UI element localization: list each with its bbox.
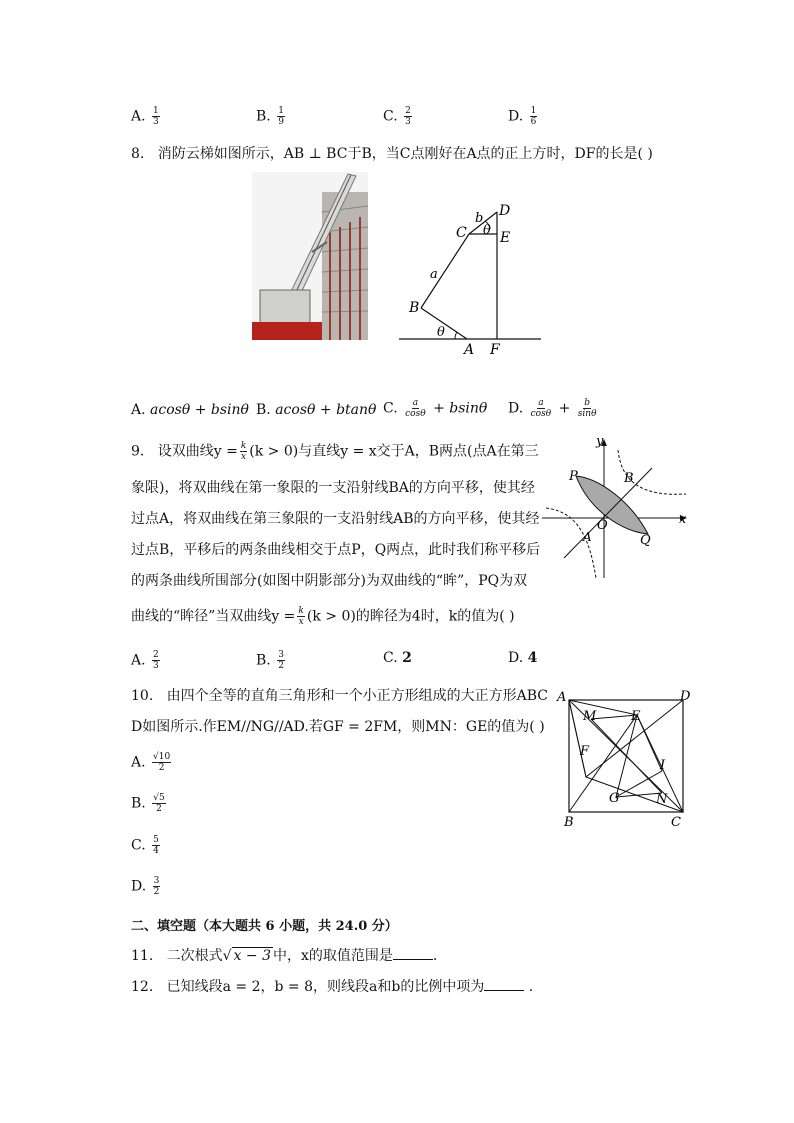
q8-stem xyxy=(131,146,653,162)
q10-option-a-fraction xyxy=(152,752,171,773)
label-d: D xyxy=(499,203,511,219)
label-m: M xyxy=(583,709,597,724)
q7-option-b-fraction xyxy=(277,106,285,127)
q9-line-2: 象限)，将双曲线在第一象限的一支沿射线BA的方向平移，使其经 xyxy=(131,480,535,496)
frac-den: 6 xyxy=(530,117,537,127)
label-e: E xyxy=(500,230,511,246)
q8-option-c xyxy=(383,398,487,419)
q10-option-a-letter: A. xyxy=(131,754,146,771)
label-e: E xyxy=(631,709,641,724)
q7-option-a-letter: A. xyxy=(131,108,146,125)
q10-option-b-fraction xyxy=(152,793,165,814)
q10-option-c xyxy=(131,835,162,856)
fire-ladder-photo-image xyxy=(252,172,368,340)
frac-num: 2 xyxy=(153,650,159,660)
q9-option-a-letter: A. xyxy=(131,652,146,669)
q9-line6-a: 曲线的“眸径”当双曲线y = xyxy=(131,608,296,625)
q8-option-a xyxy=(131,402,249,418)
label-c: C xyxy=(671,815,681,830)
frac-den: cosθ xyxy=(405,409,426,419)
q7-option-d-fraction xyxy=(530,106,538,127)
q12-number: 12. xyxy=(131,979,154,995)
q9-option-d xyxy=(508,650,537,666)
label-d: D xyxy=(680,689,691,704)
q10-number: 10. xyxy=(131,688,154,704)
frac-den: cosθ xyxy=(530,409,552,419)
frac-num: √5 xyxy=(153,793,165,803)
q12-text-a: 已知线段a = 2，b = 8，则线段a和b的比例中项为 xyxy=(166,979,485,995)
frac-num: k xyxy=(298,606,304,616)
q8-option-d-letter: D. xyxy=(508,400,524,417)
q8-option-a-text: acosθ + bsinθ xyxy=(150,402,249,418)
fire-ladder-photo xyxy=(252,172,368,340)
label-i: I xyxy=(660,758,666,773)
q9-line-4: 过点B，平移后的两条曲线相交于点P，Q两点，此时我们称平移后 xyxy=(131,542,541,558)
q8-option-d-plus: + xyxy=(558,400,571,417)
q12-end: . xyxy=(528,979,534,995)
q9-option-b-fraction xyxy=(277,650,285,671)
section-2-title: 二、填空题（本大题共 6 小题，共 24.0 分） xyxy=(131,919,398,934)
q9-option-c-letter: C. xyxy=(383,650,398,666)
q8-option-c-letter: C. xyxy=(383,400,398,417)
q9-line-5: 的两条曲线所围部分(如图中阴影部分)为双曲线的“眸”，PQ为双 xyxy=(131,573,528,589)
q9-option-b xyxy=(256,650,287,671)
q10-option-c-letter: C. xyxy=(131,837,146,854)
label-g: G xyxy=(609,791,620,806)
q8-number: 8. xyxy=(131,146,145,162)
label-b-side: b xyxy=(475,211,484,226)
q8-text: 消防云梯如图所示，AB ⊥ BC于B，当C点刚好在A点的正上方时，DF的长是( ) xyxy=(157,146,653,162)
q10-option-d-letter: D. xyxy=(131,878,147,895)
q9-option-b-letter: B. xyxy=(256,652,271,669)
label-p: P xyxy=(569,469,578,484)
frac-num: a xyxy=(412,398,419,408)
label-a: A xyxy=(557,690,567,705)
q8-option-c-fraction xyxy=(404,398,427,419)
q10-option-b-letter: B. xyxy=(131,795,146,812)
label-n: N xyxy=(656,792,668,807)
q8-option-d-fraction-1 xyxy=(530,398,553,419)
frac-den: 4 xyxy=(153,846,159,856)
q11-text-b: 中，x的取值范围是 xyxy=(272,948,393,964)
frac-den: 3 xyxy=(153,117,159,127)
segment-bc xyxy=(421,234,469,308)
segment-ei xyxy=(637,715,662,771)
q9-line6-b: (k > 0)的眸径为4时，k的值为( ) xyxy=(306,608,515,625)
q7-option-b xyxy=(256,106,287,127)
label-a: A xyxy=(583,530,592,544)
label-theta-top: θ xyxy=(483,223,491,238)
q9-option-a-fraction xyxy=(152,650,160,671)
q9-line1-a: 设双曲线y = xyxy=(157,443,238,460)
frac-num: 3 xyxy=(153,876,160,886)
frac-den: 3 xyxy=(405,117,411,127)
q9-line1-fraction xyxy=(240,441,247,462)
label-b: B xyxy=(409,300,420,316)
sqrt-sign: √ xyxy=(222,948,232,964)
q11-stem xyxy=(131,947,437,964)
q8-option-b-letter: B. xyxy=(256,402,271,418)
q9-line-3: 过点A，将双曲线在第三象限的一支沿射线AB的方向平移，使其经 xyxy=(131,511,540,527)
q8-option-c-rest: + bsinθ xyxy=(433,400,488,417)
q7-option-c-fraction xyxy=(404,106,412,127)
label-a: A xyxy=(464,342,475,358)
q8-option-d-fraction-2 xyxy=(577,398,598,419)
q11-answer-blank[interactable] xyxy=(393,947,433,960)
q9-line1-b: (k > 0)与直线y = x交于A，B两点(点A在第三 xyxy=(249,443,539,460)
q10-line1-text: 由四个全等的直角三角形和一个小正方形组成的大正方形ABC xyxy=(166,688,548,704)
q8-option-b xyxy=(256,402,376,418)
q8-option-a-letter: A. xyxy=(131,402,146,418)
frac-den: 2 xyxy=(153,887,160,897)
label-c: C xyxy=(456,225,467,241)
label-f: F xyxy=(490,342,500,358)
q7-option-a xyxy=(131,106,162,127)
frac-den: x xyxy=(241,452,247,462)
q9-option-d-letter: D. xyxy=(508,650,524,666)
frac-num: 5 xyxy=(153,835,159,845)
q9-option-c xyxy=(383,650,412,666)
q9-option-c-text: 2 xyxy=(402,650,412,666)
q11-radicand: x − 3 xyxy=(233,948,271,964)
label-f: F xyxy=(580,744,590,759)
frac-num: 1 xyxy=(530,106,537,116)
q11-end: . xyxy=(432,948,438,964)
angle-arc-a xyxy=(455,332,457,339)
frac-den: x xyxy=(298,617,304,627)
q9-option-a xyxy=(131,650,162,671)
q10-option-c-fraction xyxy=(152,835,160,856)
label-a-side: a xyxy=(430,267,438,282)
label-theta-bottom: θ xyxy=(437,325,445,340)
label-x: x xyxy=(679,512,687,527)
frac-den: 2 xyxy=(158,763,165,773)
q9-line6-fraction xyxy=(297,606,304,627)
q12-answer-blank[interactable] xyxy=(484,978,524,991)
q10-line-1 xyxy=(131,688,548,704)
frac-den: 2 xyxy=(278,661,284,671)
q12-stem xyxy=(131,978,533,995)
frac-num: b xyxy=(584,398,591,408)
frac-num: a xyxy=(538,398,544,408)
frac-num: √10 xyxy=(153,752,171,762)
frac-num: 1 xyxy=(153,106,159,116)
segment-ge xyxy=(616,715,637,797)
q10-option-d-fraction xyxy=(153,876,161,897)
q10-option-b xyxy=(131,793,168,814)
frac-den: 3 xyxy=(153,661,159,671)
q8-diagram xyxy=(395,198,545,358)
q7-option-b-letter: B. xyxy=(256,108,271,125)
label-y: y xyxy=(596,434,604,449)
q8-option-b-text: acosθ + btanθ xyxy=(275,402,377,418)
q11-number: 11. xyxy=(131,948,154,964)
frac-num: k xyxy=(240,441,247,451)
q7-option-c xyxy=(383,106,414,127)
label-b: B xyxy=(624,471,634,486)
frac-den: 2 xyxy=(156,804,162,814)
label-o: O xyxy=(597,518,608,533)
q10-option-d xyxy=(131,876,162,897)
q9-option-d-text: 4 xyxy=(527,650,538,666)
q10-diagram xyxy=(555,685,695,830)
q7-option-c-letter: C. xyxy=(383,108,398,125)
q9-diagram xyxy=(540,432,692,582)
q10-option-a xyxy=(131,752,173,773)
q7-option-d xyxy=(508,106,539,127)
frac-den: sinθ xyxy=(577,409,597,419)
q9-number: 9. xyxy=(131,443,145,460)
q10-line-2: D如图所示.作EM//NG//AD.若GF = 2FM，则MN：GE的值为( ) xyxy=(131,719,545,735)
q8-option-d xyxy=(508,398,600,419)
frac-den: 9 xyxy=(278,117,284,127)
frac-num: 2 xyxy=(405,106,411,116)
q11-text-a: 二次根式 xyxy=(166,948,223,964)
q9-line-6 xyxy=(131,606,515,627)
label-b: B xyxy=(564,815,574,830)
q7-option-a-fraction xyxy=(152,106,160,127)
frac-num: 1 xyxy=(278,106,284,116)
eye-region xyxy=(576,476,648,534)
frac-num: 3 xyxy=(278,650,284,660)
q9-line-1 xyxy=(131,441,539,462)
label-q: Q xyxy=(640,533,651,548)
q7-option-d-letter: D. xyxy=(508,108,524,125)
